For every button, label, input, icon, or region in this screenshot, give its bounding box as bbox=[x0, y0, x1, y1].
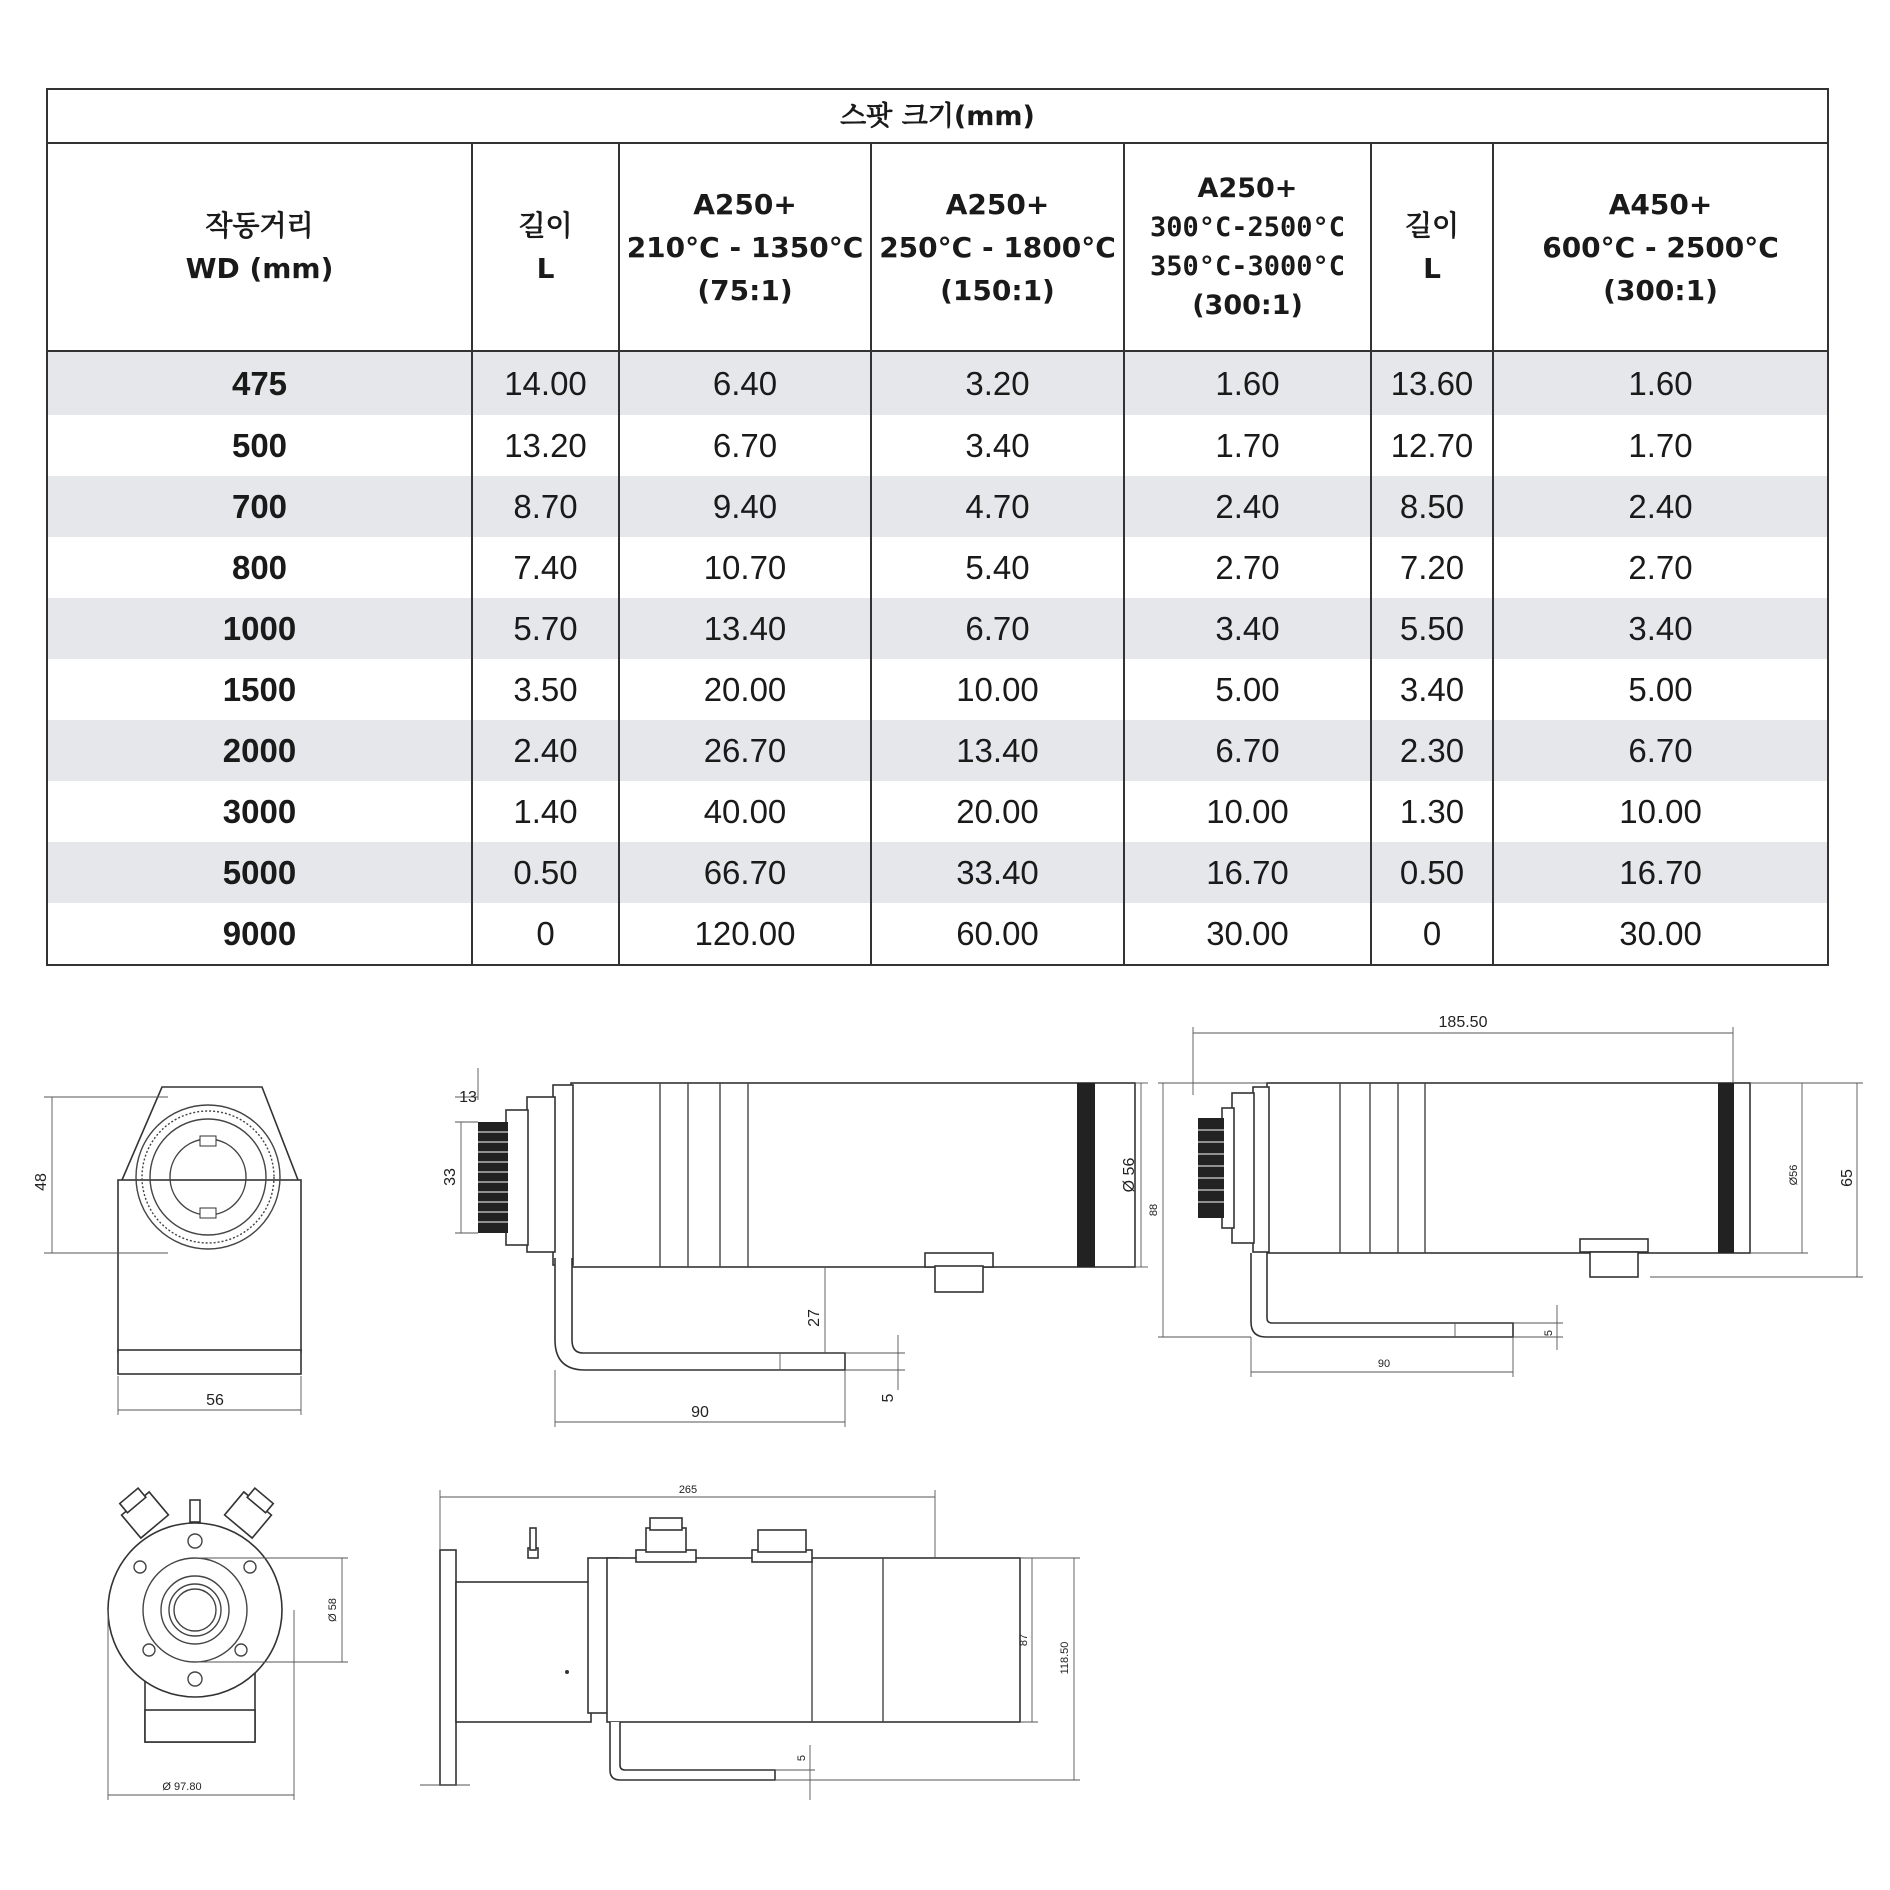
table-cell: 16.70 bbox=[1493, 842, 1828, 903]
table-cell: 2.40 bbox=[1493, 476, 1828, 537]
cell-working-distance: 3000 bbox=[47, 781, 472, 842]
table-cell: 30.00 bbox=[1493, 903, 1828, 965]
table-cell: 0.50 bbox=[472, 842, 619, 903]
dim-bracket-length-90: 90 bbox=[691, 1404, 709, 1421]
table-cell: 3.40 bbox=[871, 415, 1124, 476]
table-cell: 66.70 bbox=[619, 842, 871, 903]
side-view-1 bbox=[442, 1068, 1148, 1427]
side-view-2 bbox=[1148, 1014, 1863, 1377]
table-cell: 6.40 bbox=[619, 351, 871, 415]
dim-lens-33: 33 bbox=[442, 1168, 459, 1186]
front-view-1 bbox=[33, 1087, 301, 1415]
table-cell: 1.60 bbox=[1124, 351, 1371, 415]
side-view-3 bbox=[420, 1484, 1080, 1800]
table-cell: 9.40 bbox=[619, 476, 871, 537]
cell-working-distance: 1000 bbox=[47, 598, 472, 659]
header-length-1: 길이 L bbox=[472, 143, 619, 351]
table-cell: 0.50 bbox=[1371, 842, 1493, 903]
header-a250-75: A250+ 210°C - 1350°C (75:1) bbox=[619, 143, 871, 351]
header-a250-300: A250+ 300°C-2500°C 350°C-3000°C (300:1) bbox=[1124, 143, 1371, 351]
table-cell: 14.00 bbox=[472, 351, 619, 415]
dim-height-88: 88 bbox=[1148, 1203, 1160, 1217]
cell-working-distance: 5000 bbox=[47, 842, 472, 903]
table-cell: 120.00 bbox=[619, 903, 871, 965]
table-cell: 13.60 bbox=[1371, 351, 1493, 415]
table-cell: 26.70 bbox=[619, 720, 871, 781]
dim-bracket-length-90b: 90 bbox=[1377, 1358, 1391, 1370]
cell-working-distance: 700 bbox=[47, 476, 472, 537]
table-cell: 6.70 bbox=[619, 415, 871, 476]
table-cell: 3.40 bbox=[1124, 598, 1371, 659]
table-cell: 5.70 bbox=[472, 598, 619, 659]
dim-diameter-56: Ø 56 bbox=[1121, 1157, 1138, 1193]
table-cell: 2.70 bbox=[1493, 537, 1828, 598]
table-cell: 13.40 bbox=[871, 720, 1124, 781]
dim-diameter-56b: Ø56 bbox=[1788, 1164, 1800, 1186]
front-view-2 bbox=[108, 1484, 348, 1800]
dim-plate-5c: 5 bbox=[796, 1754, 808, 1762]
table-cell: 2.40 bbox=[472, 720, 619, 781]
table-cell: 33.40 bbox=[871, 842, 1124, 903]
table-cell: 10.00 bbox=[1124, 781, 1371, 842]
table-cell: 2.30 bbox=[1371, 720, 1493, 781]
dim-width-56: 56 bbox=[206, 1392, 224, 1409]
table-cell: 30.00 bbox=[1124, 903, 1371, 965]
header-a450-300: A450+ 600°C - 2500°C (300:1) bbox=[1493, 143, 1828, 351]
table-cell: 10.00 bbox=[871, 659, 1124, 720]
table-cell: 10.70 bbox=[619, 537, 871, 598]
dim-bracket-height-27: 27 bbox=[806, 1309, 823, 1327]
table-cell: 8.50 bbox=[1371, 476, 1493, 537]
table-cell: 7.40 bbox=[472, 537, 619, 598]
table-cell: 1.70 bbox=[1124, 415, 1371, 476]
table-cell: 0 bbox=[472, 903, 619, 965]
table-cell: 0 bbox=[1371, 903, 1493, 965]
table-cell: 6.70 bbox=[1124, 720, 1371, 781]
table-cell: 40.00 bbox=[619, 781, 871, 842]
table-cell: 8.70 bbox=[472, 476, 619, 537]
cell-working-distance: 2000 bbox=[47, 720, 472, 781]
dim-plate-5b: 5 bbox=[1543, 1329, 1555, 1337]
table-cell: 10.00 bbox=[1493, 781, 1828, 842]
table-cell: 1.40 bbox=[472, 781, 619, 842]
table-cell: 7.20 bbox=[1371, 537, 1493, 598]
dim-flange-13: 13 bbox=[459, 1089, 477, 1106]
cell-working-distance: 1500 bbox=[47, 659, 472, 720]
table-cell: 12.70 bbox=[1371, 415, 1493, 476]
table-cell: 3.40 bbox=[1493, 598, 1828, 659]
table-cell: 5.00 bbox=[1493, 659, 1828, 720]
dim-outer-65: 65 bbox=[1839, 1169, 1856, 1187]
table-cell: 2.70 bbox=[1124, 537, 1371, 598]
table-cell: 16.70 bbox=[1124, 842, 1371, 903]
table-cell: 5.00 bbox=[1124, 659, 1371, 720]
dim-bolt-circle-58: Ø 58 bbox=[327, 1598, 339, 1622]
table-cell: 1.30 bbox=[1371, 781, 1493, 842]
table-cell: 4.70 bbox=[871, 476, 1124, 537]
table-cell: 6.70 bbox=[871, 598, 1124, 659]
table-cell: 3.50 bbox=[472, 659, 619, 720]
dim-plate-5: 5 bbox=[880, 1393, 897, 1403]
table-cell: 3.40 bbox=[1371, 659, 1493, 720]
header-a250-150: A250+ 250°C - 1800°C (150:1) bbox=[871, 143, 1124, 351]
table-cell: 13.40 bbox=[619, 598, 871, 659]
cell-working-distance: 500 bbox=[47, 415, 472, 476]
header-length-2: 길이 L bbox=[1371, 143, 1493, 351]
dim-outer-diameter-97-80: Ø 97.80 bbox=[162, 1781, 202, 1793]
dim-height-48: 48 bbox=[33, 1173, 50, 1191]
table-cell: 5.40 bbox=[871, 537, 1124, 598]
cell-working-distance: 9000 bbox=[47, 903, 472, 965]
table-cell: 60.00 bbox=[871, 903, 1124, 965]
table-cell: 13.20 bbox=[472, 415, 619, 476]
dim-length-185-50: 185.50 bbox=[1438, 1014, 1488, 1031]
table-title: 스팟 크기(mm) bbox=[47, 89, 1828, 143]
table-cell: 2.40 bbox=[1124, 476, 1371, 537]
table-cell: 3.20 bbox=[871, 351, 1124, 415]
cell-working-distance: 475 bbox=[47, 351, 472, 415]
dim-length-265: 265 bbox=[678, 1484, 698, 1496]
header-wd: 작동거리 WD (mm) bbox=[47, 143, 472, 351]
dim-body-height-87: 87 bbox=[1018, 1633, 1030, 1647]
table-cell: 1.60 bbox=[1493, 351, 1828, 415]
cell-working-distance: 800 bbox=[47, 537, 472, 598]
table-cell: 20.00 bbox=[871, 781, 1124, 842]
table-cell: 6.70 bbox=[1493, 720, 1828, 781]
table-cell: 20.00 bbox=[619, 659, 871, 720]
table-cell: 5.50 bbox=[1371, 598, 1493, 659]
table-cell: 1.70 bbox=[1493, 415, 1828, 476]
dim-total-height-118-50: 118.50 bbox=[1059, 1641, 1071, 1675]
